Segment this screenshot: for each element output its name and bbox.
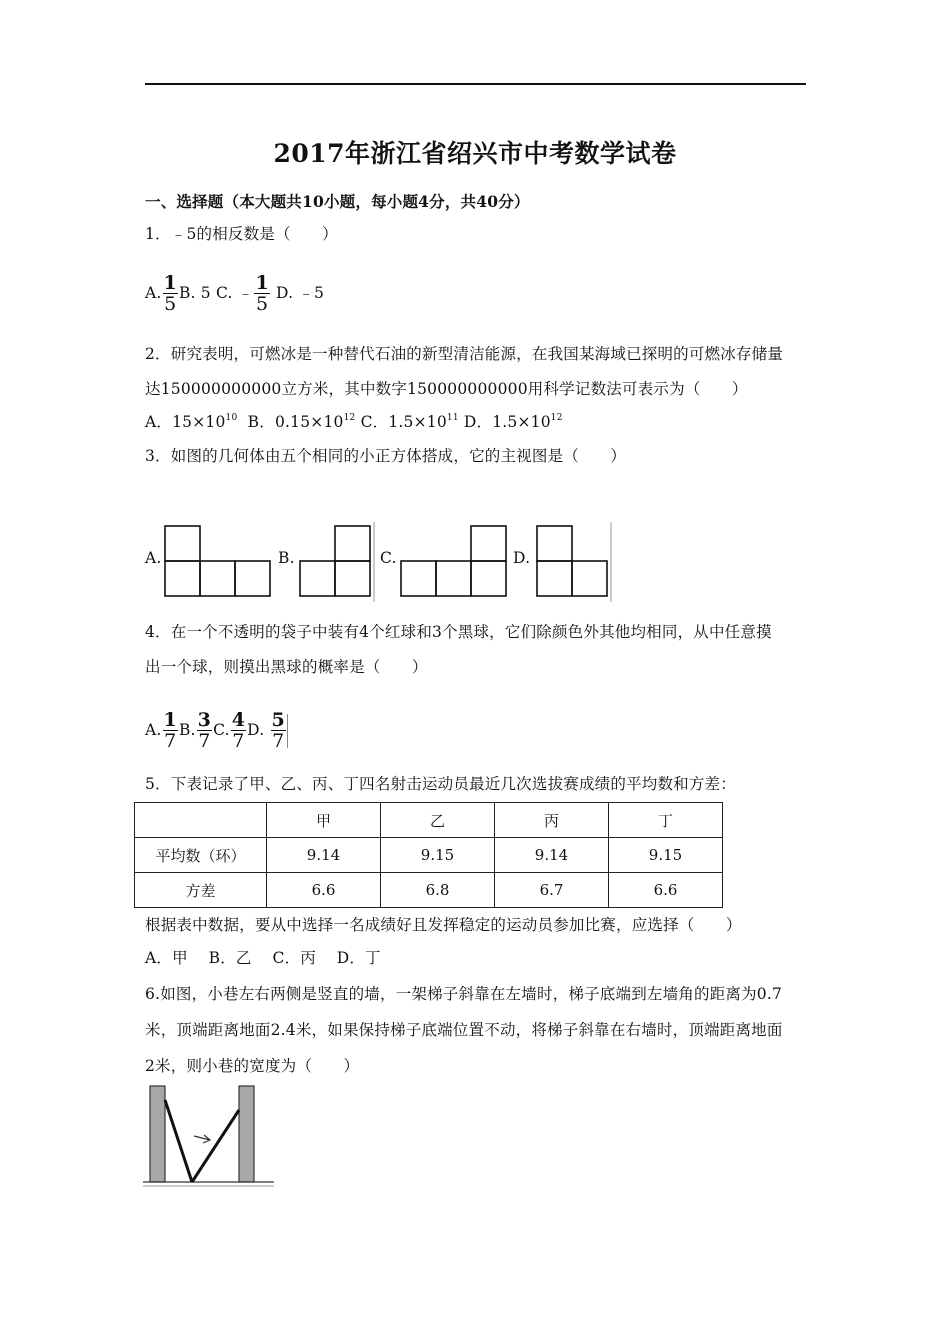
q2-exp-c: 11 xyxy=(446,413,459,423)
q4-a-fraction: $\frac{1}{7}$ xyxy=(163,709,177,752)
q3-label-c: C. xyxy=(380,549,397,567)
q1-a-label: A. xyxy=(145,284,162,302)
q3-figure-b xyxy=(300,526,370,596)
section-heading: 一、选择题（本大题共10小题，每小题4分，共40分） xyxy=(145,192,530,211)
ladder-right xyxy=(192,1110,239,1182)
q2-option-c: C．1.5×10 xyxy=(360,413,447,431)
q3-label-d: D. xyxy=(513,549,531,567)
q4-c-label: C. xyxy=(213,721,230,739)
q2-option-a: A．15×10 xyxy=(145,413,226,431)
table-cell: 6.6 xyxy=(267,873,381,908)
table-cell: 6.6 xyxy=(609,873,723,908)
q1-d-text: D. ﹣5 xyxy=(270,284,325,302)
ladder-figure xyxy=(140,1080,280,1195)
score-table xyxy=(134,802,723,908)
q4-b-label: B. xyxy=(178,721,196,739)
q3-label-a: A. xyxy=(145,549,162,567)
q5-after-table: 根据表中数据，要从中选择一名成绩好且发挥稳定的运动员参加比赛，应选择（ ） xyxy=(145,916,742,934)
q2-option-b: B．0.15×10 xyxy=(247,413,344,431)
ladder-left xyxy=(165,1100,192,1182)
q5-stem: 5．下表记录了甲、乙、丙、丁四名射击运动员最近几次选拔赛成绩的平均数和方差： xyxy=(145,775,736,793)
q3-label-b: B. xyxy=(278,549,295,567)
q2-line2: 达150000000000立方米，其中数字150000000000用科学记数法可表示为（ ） xyxy=(145,380,748,398)
table-cell: 9.14 xyxy=(267,838,381,873)
q1-a-fraction: $\frac{1}{5}$ xyxy=(163,272,177,315)
right-wall xyxy=(239,1086,254,1182)
table-cell: 9.14 xyxy=(495,838,609,873)
q2-exp-d: 12 xyxy=(550,413,563,423)
q1-stem: 1．﹣5的相反数是（ ） xyxy=(145,225,338,243)
q6-line1: 6.如图，小巷左右两侧是竖直的墙，一架梯子斜靠在左墙时，梯子底端到左墙角的距离为0.7 xyxy=(145,985,783,1003)
divider-line xyxy=(287,714,288,748)
q6-line3: 2米，则小巷的宽度为（ ） xyxy=(145,1057,360,1075)
page-title: 2017年浙江省绍兴市中考数学试卷 xyxy=(273,139,677,168)
table-cell xyxy=(135,803,267,838)
q3-figure-d xyxy=(537,526,607,596)
table-cell: 甲 xyxy=(267,803,381,838)
q4-line2: 出一个球，则摸出黑球的概率是（ ） xyxy=(145,658,428,676)
table-header-row xyxy=(135,803,723,838)
table-cell: 平均数（环） xyxy=(135,838,267,873)
q4-b-fraction: $\frac{3}{7}$ xyxy=(197,709,212,752)
q4-options xyxy=(145,711,288,751)
q4-d-fraction: $\frac{5}{7}$ xyxy=(271,709,285,752)
arrow-icon xyxy=(194,1135,210,1143)
q3-figure-c xyxy=(401,526,506,596)
q4-c-fraction: $\frac{4}{7}$ xyxy=(231,709,246,752)
table-row xyxy=(135,873,723,908)
table-row xyxy=(135,838,723,873)
q1-c-fraction: $\frac{1}{5}$ xyxy=(255,272,269,315)
q1-bc-text: B. 5 C. ﹣ xyxy=(178,284,254,302)
table-cell: 6.7 xyxy=(495,873,609,908)
q2-exp-b: 12 xyxy=(343,413,356,423)
left-wall xyxy=(150,1086,165,1182)
q3-option-figures xyxy=(0,0,950,620)
q2-exp-a: 10 xyxy=(225,413,238,423)
q6-line2: 米，顶端距离地面2.4米，如果保持梯子底端位置不动，将梯子斜靠在右墙时，顶端距离地面 xyxy=(145,1021,783,1039)
q3-stem: 3．如图的几何体由五个相同的小正方体搭成，它的主视图是（ ） xyxy=(145,447,627,465)
q4-line1: 4．在一个不透明的袋子中装有4个红球和3个黑球，它们除颜色外其他均相同，从中任意摸 xyxy=(145,623,772,641)
table-cell: 9.15 xyxy=(609,838,723,873)
table-cell: 方差 xyxy=(135,873,267,908)
table-cell: 丁 xyxy=(609,803,723,838)
q2-line1: 2．研究表明，可燃冰是一种替代石油的新型清洁能源，在我国某海域已探明的可燃冰存储量 xyxy=(145,345,784,363)
table-cell: 6.8 xyxy=(381,873,495,908)
q2-option-d: D．1.5×10 xyxy=(463,413,551,431)
table-cell: 乙 xyxy=(381,803,495,838)
q5-options: A．甲 B．乙 C．丙 D．丁 xyxy=(145,949,381,967)
q4-a-label: A. xyxy=(145,721,162,739)
table-cell: 丙 xyxy=(495,803,609,838)
table-cell: 9.15 xyxy=(381,838,495,873)
q4-d-label: D. xyxy=(247,721,265,739)
q3-figure-a xyxy=(165,526,270,596)
